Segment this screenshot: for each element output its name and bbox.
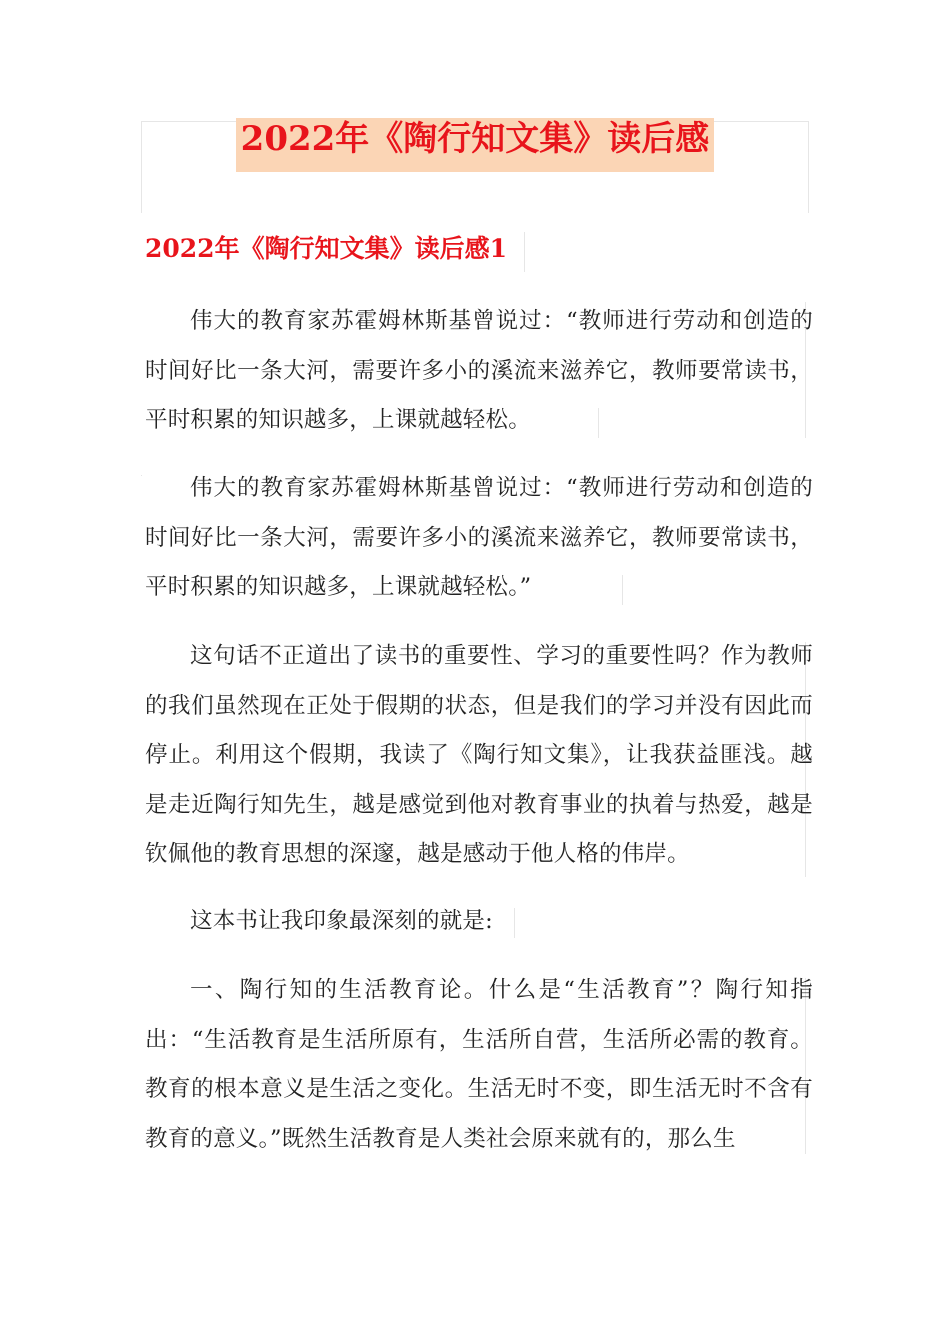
document-title: 2022年《陶行知文集》读后感 — [240, 119, 710, 159]
paragraph-3: 这句话不正道出了读书的重要性、学习的重要性吗？作为教师的我们虽然现在正处于假期的状态，但是我们的学习并没有因此而停止。利用这个假期，我读了《陶行知文集》，让我获益匪浅。越是走近陶行知先生，越是感觉到他对教育事业的执着与热爱，越是钦佩他的教育思想的深邃，越是感动于他人格的伟岸。 — [145, 643, 813, 867]
frame-line-p2 — [141, 475, 142, 476]
frame-line-left — [141, 121, 142, 213]
paragraph-4: 这本书让我印象最深刻的就是: — [190, 908, 493, 934]
paragraph-2: 伟大的教育家苏霍姆林斯基曾说过：“教师进行劳动和创造的时间好比一条大河，需要许多小的溪流来滋养它，教师要常读书，平时积累的知识越多，上课就越轻松。” — [145, 475, 813, 600]
section-heading: 2022年《陶行知文集》读后感1 — [145, 234, 507, 263]
frame-line-right — [808, 121, 809, 213]
paragraph-5: 一、陶行知的生活教育论。什么是“生活教育”？陶行知指出：“生活教育是生活所原有，生活所自营，生活所必需的教育。教育的根本意义是生活之变化。生活无时不变，即生活无时不含有教育的意义。”既然生活教育是人类社会原来就有的，那么生 — [145, 977, 813, 1152]
paragraph-1: 伟大的教育家苏霍姆林斯基曾说过：“教师进行劳动和创造的时间好比一条大河，需要许多小的溪流来滋养它，教师要常读书，平时积累的知识越多，上课就越轻松。 — [145, 308, 813, 433]
frame-line-heading — [524, 232, 525, 272]
